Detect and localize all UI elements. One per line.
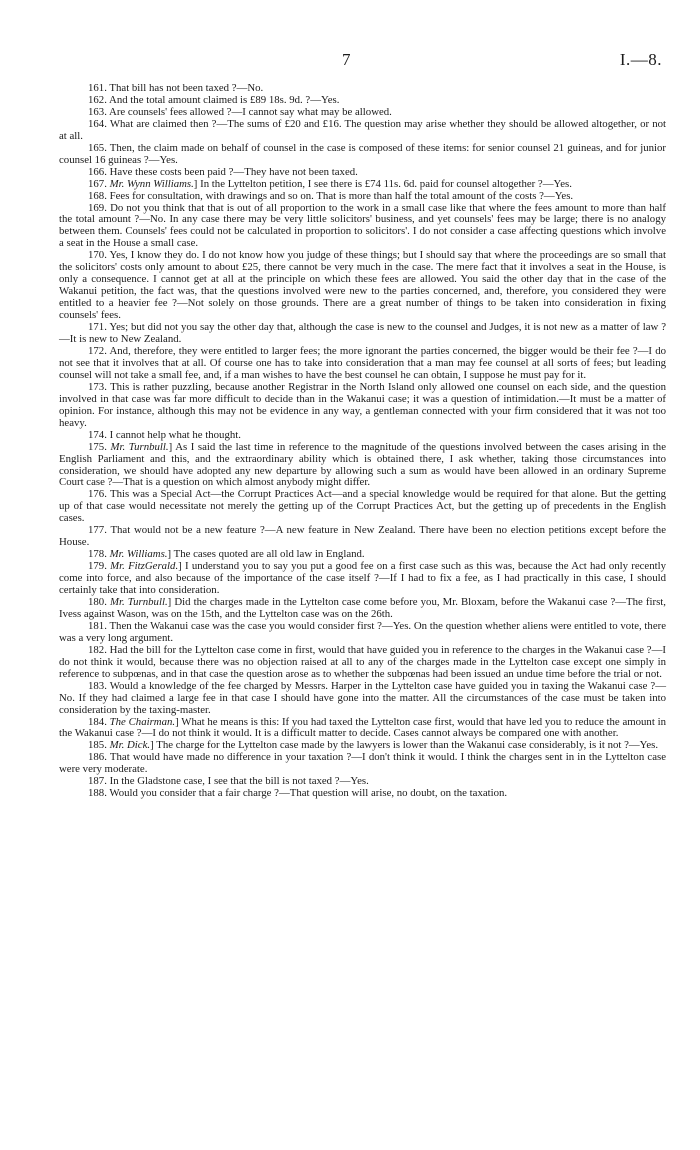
question-number: 162. <box>88 93 107 106</box>
paragraph-text: And, therefore, they were entitled to larger fees; the more ignorant the parties concerned, the bigger would be their fee ?—I do not see that it involves that at all. Of course one has to take into consideration that a man may fee counsel at all sorts of fees; but leading counsel will not take a small fee, and, if a man wishes to have the best counsel he can obtain, I suppose he must pay for it. <box>59 344 666 381</box>
paragraph-text: Yes; but did not you say the other day that, although the case is new to the counsel and Judges, it is not new as a matter of law ?—It is new to New Zealand. <box>59 321 666 346</box>
question-paragraph <box>59 561 666 597</box>
speaker-name: Mr. Turnbull. <box>110 440 169 453</box>
paragraph-text: Yes, I know they do. I do not know how you judge of these things; but I should say that where the proceedings are so small that the solicitors' costs only amount to about £25, there cannot be very much in the case. The mere fact that it involves a seat in the House, is only a consequence. I cannot get at all at the principle on which these fees are allowed. You said the other day that in the case of the Wakanui petition, the fact was, that the questions involved were new to the parties concerned, and, therefore, you considered they were entitled to a heavier fee ?—Not solely on those grounds. There are a great number of things to be taken into consideration in fixing counsels' fees. <box>59 249 666 322</box>
speaker-name: Mr. Williams. <box>109 548 168 561</box>
question-number: 163. <box>88 105 107 118</box>
paragraph-text: That would have made no difference in your taxation ?—I don't think it would. I think the charges sent in in the Lyttelton case were very moderate. <box>59 751 666 776</box>
question-number: 171. <box>88 321 107 334</box>
question-number: 168. <box>88 189 107 202</box>
question-number: 176. <box>88 488 107 501</box>
paragraph-text: I cannot help what he thought. <box>109 428 241 441</box>
question-number: 172. <box>88 344 107 357</box>
question-paragraph <box>59 645 666 681</box>
speaker-bracket: ] <box>168 440 173 453</box>
paper-reference: I.—8. <box>619 50 662 69</box>
speaker-bracket: ] <box>178 560 182 573</box>
paragraph-text: Then the Wakanui case was the case you would consider first ?—Yes. On the question whether aliens were entitled to vote, there was a very long argument. <box>59 619 666 644</box>
document-body <box>59 82 667 800</box>
speaker-bracket: ] <box>193 177 198 190</box>
paragraph-text: Do not you think that that is out of all proportion to the work in a small case like that where the fees amount to more than half the total amount ?—No. In any case there may be very little solicitors' business, and yet counsels' fees may be large; there is no analogy between them. Counsels' fees could not be calculated in proportion to solicitors'. I do not consider a case affecting questions which involve a seat in the House a small case. <box>59 201 666 250</box>
paragraph-text: This was a Special Act—the Corrupt Practices Act—and a special knowledge would be required for that alone. But the getting up of that case would necessitate not merely the getting up of the Corrupt Practices Act, but the getting up of precedents in the English cases. <box>59 488 666 525</box>
page-number: 7 <box>342 50 351 69</box>
question-number: 167. <box>88 177 107 190</box>
paragraph-text: In the Lyttelton petition, I see there is £74 11s. 6d. paid for counsel altogether ?—Yes. <box>200 177 572 190</box>
paragraph-text: What are claimed then ?—The sums of £20 and £16. The question may arise whether they should be allowed altogether, or not at all. <box>59 117 666 142</box>
question-paragraph <box>59 143 666 167</box>
paragraph-text: Would a knowledge of the fee charged by Messrs. Harper in the Lyttelton case have guided you in taxing the Wakanui case ?—No. If they had claimed a large fee in that case I should have gone into the matter. All the circumstances of the case must be taken into consideration by the taxing-master. <box>59 679 666 716</box>
paragraph-text: Have these costs been paid ?—They have not been taxed. <box>109 165 358 178</box>
question-number: 169. <box>88 201 107 214</box>
speaker-bracket: ] <box>167 548 172 561</box>
paragraph-text: That bill has not been taxed ?—No. <box>109 82 264 94</box>
question-number: 175. <box>88 440 107 453</box>
question-paragraph <box>59 525 666 549</box>
question-number: 173. <box>88 380 107 393</box>
paragraph-text: Fees for consultation, with drawings and so on. That is more than half the total amount of the costs ?—Yes. <box>109 189 574 202</box>
question-number: 188. <box>88 787 107 800</box>
speaker-name: Mr. Turnbull. <box>109 595 168 608</box>
question-number: 161. <box>88 82 107 94</box>
paragraph-text: I understand you to say you put a good fee on a first case such as this was, because the Act had only recently come into force, and also because of the importance of the case itself ?—If I had to fix a fee, as I had practically in this case, I should certainly take that into consideration. <box>59 560 667 597</box>
question-paragraph <box>59 250 666 322</box>
paragraph-text: Had the bill for the Lyttelton case come in first, would that have guided you in reference to the charges in the Wakanui case ?—I do not think it would, because there was no objection raised at all to any of the charges made in the Lyttelton case except one simply in reference to subpœnas, and in that case the question arose as to whether the subpœnas had been issued an undue time before the trial or not. <box>59 643 666 680</box>
paragraph-text: As I said the last time in reference to the magnitude of the questions involved between the cases arising in the English Parliament and this, and the extraordinary ability which is obtained there, I ask whether, taking those circumstances into consideration, we should have adopted any new departure by allowing such a sum as would have been allowed in an ordinary Supreme Court case ?—That is a question on which almost anybody might differ. <box>59 440 666 489</box>
question-paragraph <box>59 597 666 621</box>
question-number: 177. <box>88 524 107 537</box>
question-paragraph <box>59 442 666 490</box>
speaker-name: Mr. Wynn Williams. <box>109 177 194 190</box>
paragraph-text: Would you consider that a fair charge ?—That question will arise, no doubt, on the taxation. <box>109 787 508 800</box>
question-paragraph <box>59 119 666 143</box>
question-number: 179. <box>88 560 107 573</box>
question-number: 184. <box>88 715 107 728</box>
question-number: 164. <box>88 117 107 130</box>
paragraph-text: The charge for the Lyttelton case made by the lawyers is lower than the Wakanui case considerably, is it not ?—Yes. <box>156 739 659 752</box>
speaker-name: The Chairman. <box>109 715 176 728</box>
paragraph-text: That would not be a new feature ?—A new feature in New Zealand. There have been no election petitions except before the House. <box>59 524 666 549</box>
speaker-bracket: ] <box>150 739 154 752</box>
paragraph-text: What he means is this: If you had taxed the Lyttelton case first, would that have led you to reduce the amount in the Wakanui case ?—I do not think it would. It is a difficult matter to decide. Cases cannot always be compared one with another. <box>59 715 666 740</box>
paragraph-text: In the Gladstone case, I see that the bill is not taxed ?—Yes. <box>109 775 369 788</box>
question-number: 186. <box>88 751 107 764</box>
question-paragraph <box>59 681 666 717</box>
question-number: 166. <box>88 165 107 178</box>
question-number: 170. <box>88 249 107 262</box>
speaker-bracket: ] <box>167 595 172 608</box>
question-number: 174. <box>88 428 107 441</box>
paragraph-text: Then, the claim made on behalf of counsel in the case is composed of these items: for senior counsel 21 guineas, and for junior counsel 16 guineas ?—Yes. <box>59 141 666 166</box>
question-number: 185. <box>88 739 107 752</box>
paragraph-text: Are counsels' fees allowed ?—I cannot say what may be allowed. <box>109 105 392 118</box>
question-paragraph <box>59 203 666 251</box>
question-number: 180. <box>88 595 107 608</box>
paragraph-text: This is rather puzzling, because another Registrar in the North Island only allowed one counsel on each side, and the question involved in that case was far more difficult to decide than in the Wakanui case; it was a question of intimidation.—It must be a matter of opinion. For instance, although this may not be evidence in any way, a gentleman connected with your firm considered that it was not too heavy. <box>59 380 666 429</box>
question-paragraph <box>59 322 666 346</box>
question-paragraph <box>59 346 666 382</box>
question-paragraph <box>59 788 666 800</box>
question-paragraph <box>59 489 666 525</box>
question-paragraph <box>59 717 666 741</box>
question-paragraph <box>59 752 666 776</box>
question-number: 165. <box>88 141 107 154</box>
question-number: 187. <box>88 775 107 788</box>
paragraph-text: Did the charges made in the Lyttelton case come before you, Mr. Bloxam, before the Wakanui case ?—The first, Ivess against Wason, was on the 15th, and the Lyttelton case was on the 26th. <box>59 595 666 620</box>
speaker-name: Mr. Dick. <box>109 739 151 752</box>
question-paragraph <box>59 621 666 645</box>
question-paragraph <box>59 382 666 430</box>
question-number: 183. <box>88 679 107 692</box>
speaker-bracket: ] <box>175 715 179 728</box>
paragraph-text: The cases quoted are all old law in England. <box>173 548 365 561</box>
paragraph-text: And the total amount claimed is £89 18s. 9d. ?—Yes. <box>109 93 340 106</box>
question-number: 181. <box>88 619 107 632</box>
question-number: 178. <box>88 548 107 561</box>
speaker-name: Mr. FitzGerald. <box>110 560 179 573</box>
question-number: 182. <box>88 643 107 656</box>
